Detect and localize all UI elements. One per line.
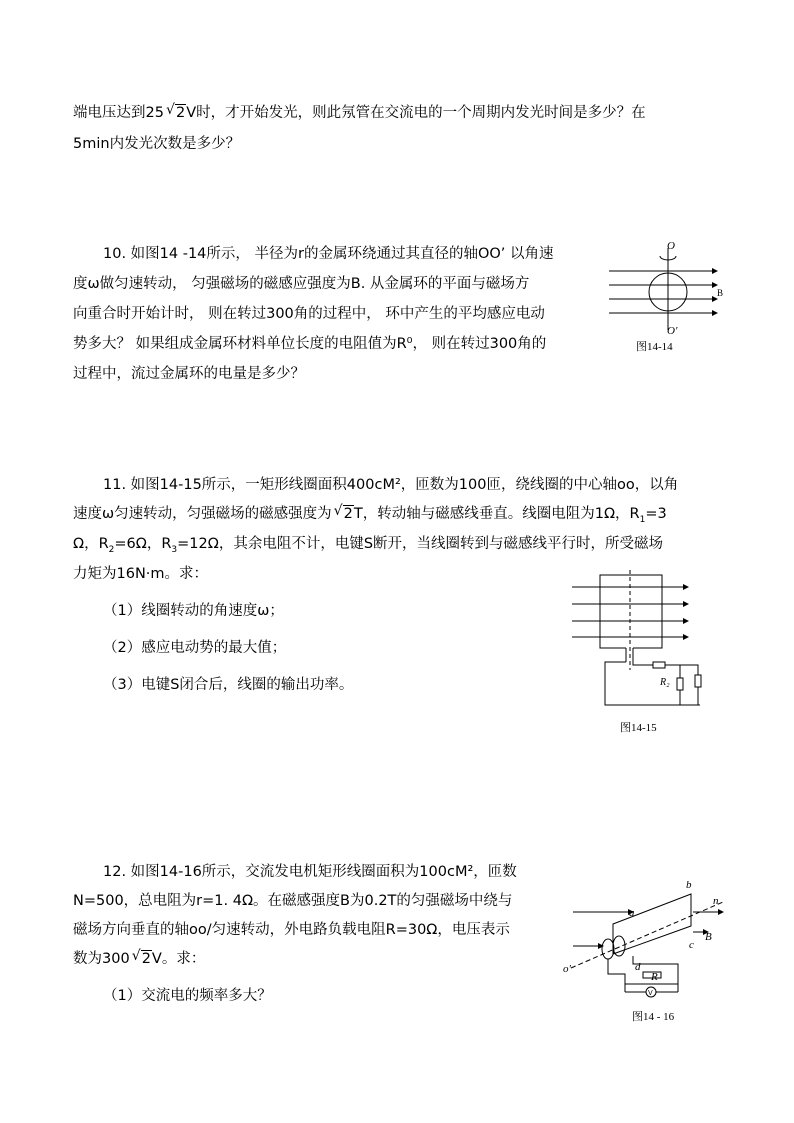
label-r2: R₂ [660,677,670,688]
p11-q2: （2）感应电动势的最大值； [103,640,287,656]
p11-line-2: 速度ω匀速转动，匀强磁场的磁感强度为√ 2T，转动轴与磁感线垂直。线圈电阻为1Ω，$R_1=3$ [73,504,667,530]
label-r: R [651,971,658,983]
p12-q1: （1）交流电的频率多大？ [103,988,272,1004]
p11-q1: （1）线圈转动的角速度ω； [103,603,284,619]
p12-line-4: 数为300√ 2V。求： [73,949,205,969]
p12-line-2: N=500，总电阻为r=1. 4Ω。在磁感强度B为0.2T的匀强磁场中绕与 [73,893,513,909]
caption-14-16: 图14 - 16 [632,1011,675,1023]
p9-line-2: 5min内发光次数是多少？ [73,136,241,152]
p11-line-4: 力矩为16N·m。求： [73,566,209,582]
label-a: a [629,907,635,919]
label-n: n [713,895,719,907]
p11-line-1: 11. 如图14-15所示，一矩形线圈面积400cM²，匝数为100匝，绕线圈的中心轴oo，以角 [103,477,679,493]
p10-line-1: 10. 如图14 -14所示， 半径为r的金属环绕通过其直径的轴OO’ 以角速 [103,246,554,262]
caption-14-15: 图14-15 [620,722,657,734]
label-b: b [686,879,692,891]
label-b: B [717,288,724,298]
p10-line-2: 度ω做匀速转动， 匀强磁场的磁感应强度为B. 从金属环的平面与磁场方 [73,276,530,292]
figure-14-16 [563,876,733,1006]
figure-14-14 [605,238,730,343]
caption-14-14: 图14-14 [636,341,673,353]
p9-line-1: 端电压达到25√ 2V时，才开始发光，则此氖管在交流电的一个周期内发光时间是多少？在 [73,103,646,123]
label-field-b: B [705,931,712,943]
label-o-bottom: O' [667,325,678,337]
figure-14-15 [570,570,700,715]
p12-line-3: 磁场方向垂直的轴oo/匀速转动，外电路负载电阻R=30Ω，电压表示 [73,922,510,938]
p11-q3: （3）电键S闭合后，线圈的输出功率。 [103,677,354,693]
label-c: c [689,939,694,951]
p10-line-5: 过程中，流过金属环的电量是多少？ [73,366,305,382]
p12-line-1: 12. 如图14-16所示，交流发电机矩形线圈面积为100cM²，匝数 [103,864,517,880]
label-o: o' [563,963,571,975]
label-o-top: O [667,240,675,252]
label-v: V [648,990,653,997]
p11-line-3: Ω，$R_2=6\Omega$，$R_3=12\Omega$，其余电阻不计，电键S断开，当线圈转到与磁感线平行时，所受磁场 [73,536,664,555]
label-d: d [635,961,641,973]
p10-line-4: 势多大？ 如果组成金属环材料单位长度的电阻值为R⁰， 则在转过300角的 [73,336,547,352]
p10-line-3: 向重合时开始计时， 则在转过300角的过程中， 环中产生的平均感应电动 [73,306,545,322]
